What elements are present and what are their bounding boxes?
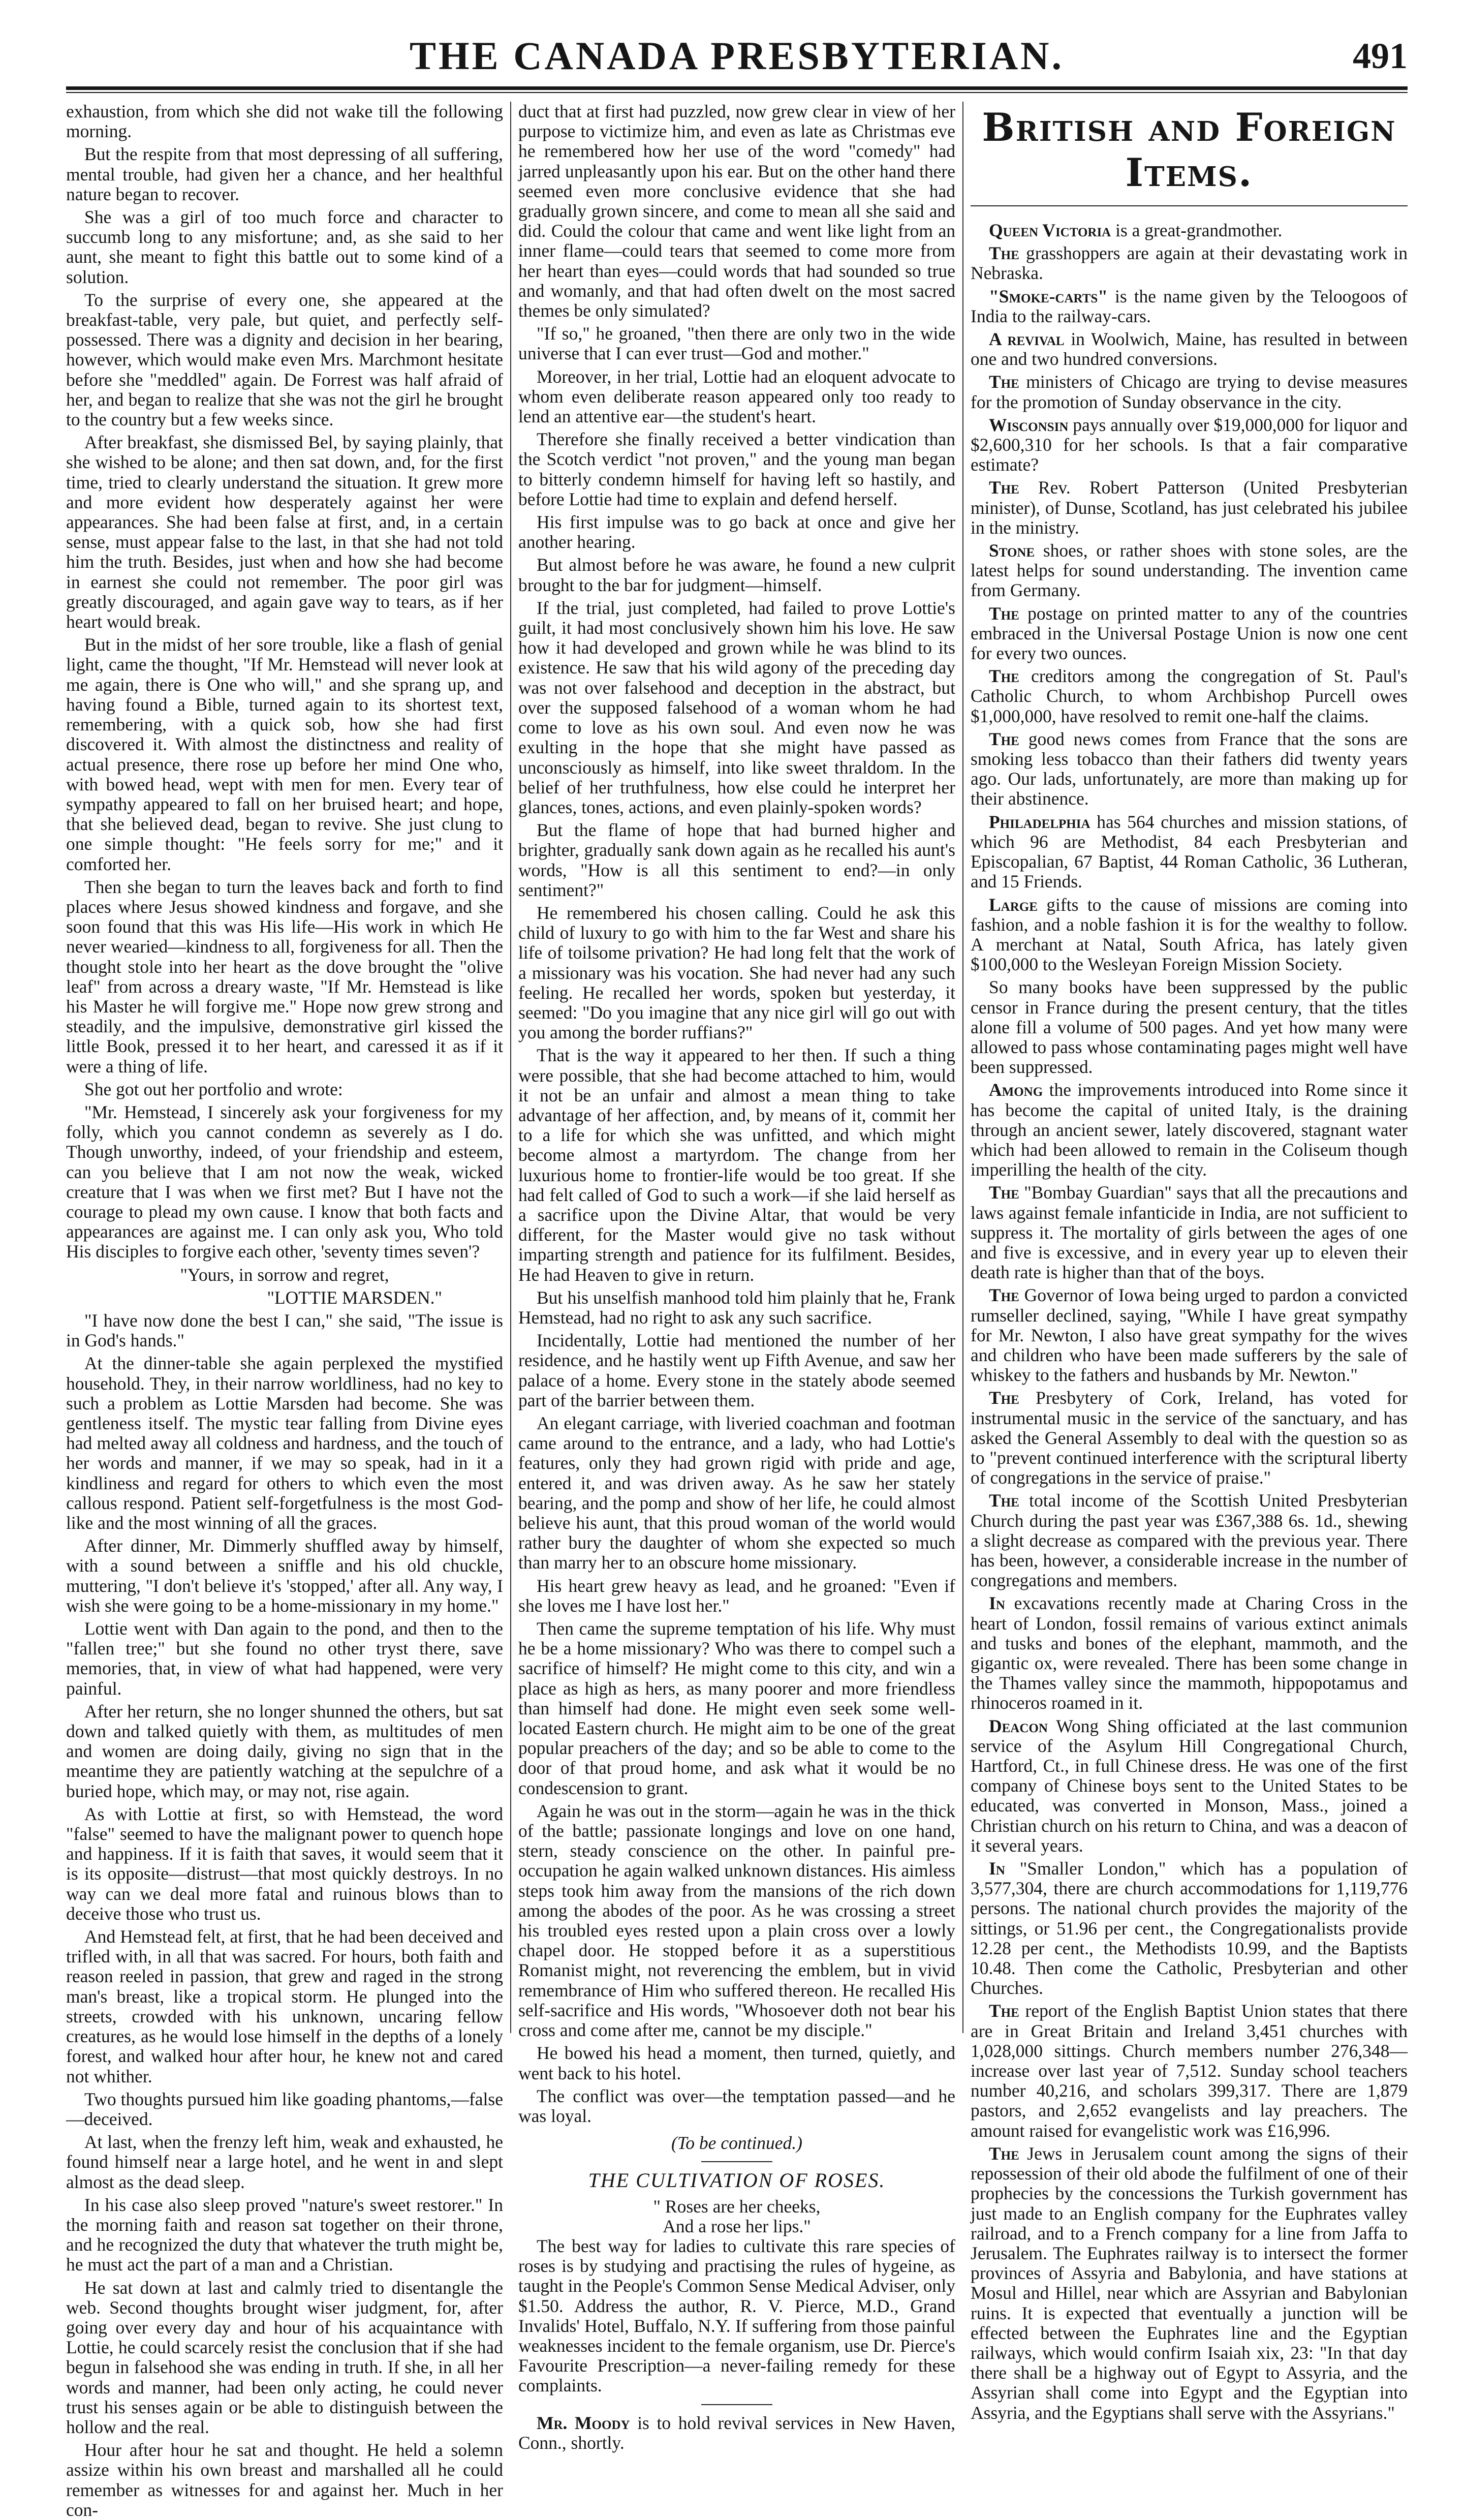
paragraph: But the respite from that most depressing of all suffering, mental trouble, had given her a chance, and her healthful nature began to recover. xyxy=(66,144,503,204)
paragraph: If the trial, just completed, had failed to prove Lottie's guilt, it had most conclusively shown him his love. He saw how it had developed and grown while he was blind to its existence. He saw that his wild agony of the preceding day was not over falsehood and deception in the abstract, but over the supposed falsehood of a woman whom he had come to love as his own soul. And even now he was exulting in the hope that she might have passed as unconsciously as himself, into like sweet thraldom. In the belief of her truthfulness, how else could he interpret her glances, tones, actions, and even plainly-spoken words? xyxy=(518,597,955,817)
item-text: Rev. Robert Patterson (United Presbyterian minister), of Dunse, Scotland, has just celebrated his jubilee in the ministry. xyxy=(971,477,1408,538)
paragraph: Again he was out in the storm—again he was in the thick of the battle; passionate longings and love on one hand, stern, steady conscience on the other. In painful pre-occupation he again walked unknown distances. His aimless steps took him away from the mansions of the rich down among the abodes of the poor. As he was crossing a street his troubled eyes rested upon a plain cross over a lowly chapel door. He stopped before it as a superstitious Romanist might, not reverencing the emblem, but in vivid remembrance of Him who suffered thereon. He recalled His self-sacrifice and His words, "Whosoever doth not bear his cross and come after me, cannot be my disciple." xyxy=(518,1800,955,2041)
news-item xyxy=(971,1859,1408,1998)
paragraph: After her return, she no longer shunned the others, but sat down and talked quietly with them, as multitudes of men and women are doing daily, giving no sign that in the meantime they are patiently watching at the sepulchre of a buried hope, which may, or may not, rise again. xyxy=(66,1701,503,1801)
item-lead: Deacon xyxy=(989,1715,1048,1736)
item-text: Governor of Iowa being urged to pardon a convicted rumseller declined, saying, "While I have great sympathy for Mr. Newton, I also have great sympathy for the wives and children who have been made sufferers by the sale of whiskey to the fathers and husbands by Mr. Newton." xyxy=(971,1285,1408,1386)
paragraph: And Hemstead felt, at first, that he had been deceived and trifled with, in all that was sacred. For hours, both faith and reason reeled in passion, that grew and raged in the strong man's breast, like a tropical storm. He plunged into the streets, crowded with his unknown, uncaring fellow creatures, as he would lose himself in the depths of a lonely forest, and walked hour after hour, he knew not and cared not whither. xyxy=(66,1926,503,2086)
item-text: "Smaller London," which has a population of 3,577,304, there are church accommodations for 1,119,776 persons. The national church provides the majority of the sittings, or 51.96 per cent., the Congregationalists provide 12.28 per cent., the Methodists 10.99, and the Baptists 10.48. Then come the Catholic, Presbyterian and other Churches. xyxy=(971,1858,1408,1999)
item-lead: The xyxy=(989,1182,1019,1203)
news-item xyxy=(971,729,1408,809)
news-item xyxy=(971,541,1408,601)
item-text: creditors among the congregation of St. Paul's Catholic Church, to whom Archbishop Purcell owes $1,000,000, have resolved to remit one-half the claims. xyxy=(971,666,1408,726)
news-item xyxy=(971,2144,1408,2423)
section-heading: British and Foreign Items. xyxy=(982,105,1396,195)
item-lead: Wisconsin xyxy=(989,414,1069,435)
item-text: excavations recently made at Charing Cross in the heart of London, fossil remains of various extinct animals and tusks and bones of the elephant, mammoth, and the gigantic ox, were revealed. There has been some change in the Thames valley since the mammoth, hippopotamus and rhinoceros roamed in it. xyxy=(971,1593,1408,1713)
news-item xyxy=(971,666,1408,726)
news-item xyxy=(971,1080,1408,1180)
news-item xyxy=(971,1285,1408,1385)
paragraph: But almost before he was aware, he found a new culprit brought to the bar for judgment—himself. xyxy=(518,555,955,595)
item-lead: The xyxy=(989,477,1019,498)
item-text: good news comes from France that the sons are smoking less tobacco than their fathers did twenty years ago. Our lads, unfortunately, are more than making up for their abstinence. xyxy=(971,728,1408,809)
item-lead: The xyxy=(989,2143,1019,2164)
page-number: 491 xyxy=(1353,36,1408,76)
item-text: in Woolwich, Maine, has resulted in between one and two hundred conversions. xyxy=(971,329,1408,370)
news-item xyxy=(971,604,1408,664)
item-text: postage on printed matter to any of the countries embraced in the Universal Postage Union is now one cent for every two ounces. xyxy=(971,603,1408,664)
item-lead: The xyxy=(989,2001,1019,2021)
item-text: Wong Shing officiated at the last communion service of the Asylum Hill Congregational Church, Hartford, Ct., in full Chinese dress. He was one of the first company of Chinese boys sent to the United States to be educated, was converted in Monson, Mass., joined a Christian church on his return to China, and was a deacon of it several years. xyxy=(971,1715,1408,1856)
item-lead: The xyxy=(989,372,1019,392)
news-item xyxy=(971,977,1408,1077)
paragraph: "If so," he groaned, "then there are only two in the wide universe that I can ever trust—God and mother." xyxy=(518,323,955,364)
news-item xyxy=(971,812,1408,892)
item-lead: The xyxy=(989,243,1019,264)
item-text: pays annually over $19,000,000 for liquor and $2,600,310 for her schools. Is that a fair comparative estimate? xyxy=(971,414,1408,475)
item-lead: Philadelphia xyxy=(989,811,1090,832)
item-text: is a great-grandmother. xyxy=(1115,220,1283,240)
paragraph: But in the midst of her sore trouble, like a flash of genial light, came the thought, "If Mr. Hemstead will never look at me again, there is One who will," and she sprang up, and having found a Bible, turned again to its shortest text, remembering, with a quick sob, how she had first discovered it. With almost the distinctness and reality of actual presence, there rose up before her mind One who, with bowed head, wept with men for men. Every tear of sympathy appeared to fall on her bruised heart; and hope, that she believed dead, began to revive. She just clung to one simple thought: "He feels sorry for me;" and it comforted her. xyxy=(66,634,503,874)
paragraph: He bowed his head a moment, then turned, quietly, and went back to his hotel. xyxy=(518,2043,955,2083)
item-text: grasshoppers are again at their devastating work in Nebraska. xyxy=(971,243,1408,284)
paragraph: But the flame of hope that had burned higher and brighter, gradually sank down again as he recalled his aunt's words, "How is all this sentiment to end?—in only sentiment?" xyxy=(518,820,955,900)
news-items xyxy=(971,221,1408,2423)
column-2 xyxy=(518,101,955,2453)
item-lead: The xyxy=(989,1490,1019,1511)
paragraph: Then she began to turn the leaves back and forth to find places where Jesus showed kindness and forgave, and she soon found that this was His life—His work in which He never wearied—kindness to all, forgiveness for all. Then the thought stole into her heart as the dove brought the "olive leaf" from across a dreary waste, "If Mr. Hemstead is like his Master he will forgive me." Hope now grew strong and steadily, and the impulsive, demonstrative girl kissed the little Book, pressed it to her heart, and caressed it as if it were a thing of life. xyxy=(66,876,503,1077)
paragraph: exhaustion, from which she did not wake till the following morning. xyxy=(66,101,503,142)
news-item xyxy=(971,1388,1408,1488)
item-lead: Stone xyxy=(989,540,1035,561)
news-item xyxy=(971,478,1408,538)
column-divider xyxy=(510,102,511,2033)
item-text: is the name given by the Teloogoos of India to the railway-cars. xyxy=(971,286,1408,326)
item-text: the improvements introduced into Rome since it has become the capital of united Italy, is the draining through an ancient sewer, lately discovered, stagnant water which had been allowed to remain in the Coliseum though imperilling the health of the city. xyxy=(971,1080,1408,1180)
news-item xyxy=(971,221,1408,240)
paragraph: The conflict was over—the temptation passed—and he was loyal. xyxy=(518,2085,955,2126)
item-text: ministers of Chicago are trying to devise measures for the promotion of Sunday observance in the city. xyxy=(971,372,1408,412)
paragraph: As with Lottie at first, so with Hemstead, the word "false" seemed to have the malignant power to quench hope and happiness. If it is faith that saves, it would seem that it is its opposite—distrust—that most quickly destroys. In no way can we deal more fatal and ruinous blows than to deceive those who trust us. xyxy=(66,1803,503,1924)
item-text: gifts to the cause of missions are coming into fashion, and a noble fashion it is for the wealthy to follow. A merchant at Natal, South Africa, has lately given $100,000 to the Wesleyan Foreign Mission Society. xyxy=(971,894,1408,975)
column-divider xyxy=(962,102,963,2033)
paragraph: Then came the supreme temptation of his life. Why must he be a home missionary? Who was there to compel such a sacrifice of himself? He might come to this city, and win a place as high as hers, as many poorer and more friendless than himself had done. He might even seek some well-located Eastern church. He might aim to be one of the great popular preachers of the day; and so be able to come to the door of that proud home, and ask what it would be no condescension to grant. xyxy=(518,1618,955,1798)
news-item xyxy=(971,1491,1408,1590)
paragraph: To the surprise of every one, she appeared at the breakfast-table, very pale, but quiet, and perfectly self-possessed. There was a dignity and decision in her bearing, however, which would make even Mrs. Marchmont hesitate before she "meddled" again. De Forrest was half afraid of her, and began to realize that she was not the girl he brought to the country but a few weeks since. xyxy=(66,289,503,430)
paragraph: His first impulse was to go back at once and give her another hearing. xyxy=(518,512,955,552)
paragraph: "I have now done the best I can," she said, "The issue is in God's hands." xyxy=(66,1310,503,1351)
item-lead: Among xyxy=(989,1080,1043,1100)
news-item xyxy=(971,243,1408,283)
paragraph: At the dinner-table she again perplexed the mystified household. They, in their narrow worldliness, had no key to such a problem as Lottie Marsden had become. She was gentleness itself. The mystic tear falling from Divine eyes had melted away all coldness and hardness, and the touch of her words and manner, if we may so speak, had in it a kindliness and regard for others to which even the most callous respond. Patient self-forgetfulness is the most God-like and the most winning of all the graces. xyxy=(66,1353,503,1533)
news-item xyxy=(971,1593,1408,1713)
paragraph: Hour after hour he sat and thought. He held a solemn assize within his own breast and marshalled all he could remember as witnesses for and against her. Much in her con- xyxy=(66,2440,503,2520)
letter-text: "Mr. Hemstead, I sincerely ask your forgiveness for my folly, which you cannot condemn as severely as I do. Though unworthy, indeed, of your friendship and esteem, can you believe that I am not now the weak, wicked creature that I was when we first met? But I have not the courage to plead my own cause. I know that both facts and appearances are against me. I can only ask you, Who told His disciples to forgive each other, 'seventy times seven'? xyxy=(66,1101,503,1262)
item-text: total income of the Scottish United Presbyterian Church during the past year was £367,388 6s. 1d., shewing a slight decrease as compared with the previous year. There has been, however, a considerable increase in the number of congregations and members. xyxy=(971,1490,1408,1591)
item-lead: Mr. Moody xyxy=(537,2412,630,2433)
paragraph: She was a girl of too much force and character to succumb long to any misfortune; and, as she said to her aunt, she meant to fight this battle out to some kind of a solution. xyxy=(66,207,503,287)
news-item xyxy=(971,1183,1408,1282)
news-item xyxy=(971,415,1408,475)
masthead xyxy=(66,28,1408,89)
news-item xyxy=(971,895,1408,975)
header-rule xyxy=(66,86,1408,90)
paragraph: Incidentally, Lottie had mentioned the number of her residence, and he hastily went up Fifth Avenue, and saw her palace of a home. Every stone in the stately abode seemed part of the barrier between them. xyxy=(518,1330,955,1410)
roses-body: The best way for ladies to cultivate this rare species of roses is by studying and practising the rules of hygeine, as taught in the People's Common Sense Medical Adviser, only $1.50. Address the author, R. V. Pierce, M.D., Grand Invalids' Hotel, Buffalo, N.Y. If suffering from those painful weaknesses incident to the female organism, use Dr. Pierce's Favourite Prescription—a never-failing remedy for these complaints. xyxy=(518,2235,955,2396)
item-lead: The xyxy=(989,1388,1019,1408)
item-text: report of the English Baptist Union states that there are in Great Britain and Ireland 3,451 churches with 1,028,000 sittings. Church members number 276,348—increase over last year of 7,512. Sunday school teachers number 40,216, and scholars 399,317. There are 1,879 pastors, and 2,652 evangelists and lay preachers. The amount raised for evangelistic work was £16,996. xyxy=(971,2001,1408,2141)
item-text: has 564 churches and mission stations, of which 96 are Methodist, 84 each Presbyterian and Episcopalian, 67 Baptist, 44 Roman Catholic, 36 Lutheran, and 15 Friends. xyxy=(971,811,1408,892)
paragraph: That is the way it appeared to her then. If such a thing were possible, that she had become attached to him, would it not be an unfair and almost a mean thing to take advantage of her affection, and, by means of it, commit her to a life for which she was unfitted, and which might become almost a martyrdom. The change from her luxurious home to frontier-life would be too great. If she had felt called of God to such a work—if she laid herself as a sacrifice upon the Divine Altar, that would be very different, for the Master would give no task without imparting strength and patience for its fulfilment. Besides, He had Heaven to give in return. xyxy=(518,1045,955,1285)
paragraph: duct that at first had puzzled, now grew clear in view of her purpose to victimize him, and even as late as Christmas eve he remembered how her use of the word "comedy" had jarred unpleasantly upon his ear. But on the other hand there seemed even more conclusive evidence that she had gradually grown sincere, and come to mean all she said and did. Could the colour that came and went like light from an inner flame—could tears that seemed to come more from her heart than eyes—could words that had sounded so true and womanly, and that had often dwelt on the most sacred themes be only simulated? xyxy=(518,101,955,321)
header-rule-thin xyxy=(66,92,1408,93)
paragraph: His heart grew heavy as lead, and he groaned: "Even if she loves me I have lost her." xyxy=(518,1575,955,1616)
column-1 xyxy=(66,101,503,2520)
paragraph: Lottie went with Dan again to the pond, and then to the "fallen tree;" but she found no other tryst there, save memories, that, in view of what had happened, were very painful. xyxy=(66,1618,503,1699)
column-3 xyxy=(971,102,1408,2423)
item-lead: The xyxy=(989,728,1019,749)
paragraph: He remembered his chosen calling. Could he ask this child of luxury to go with him to the far West and share his life of toilsome privation? He had long felt that the work of a missionary was his vocation. She had never had any such feeling. He recalled her words, spoken but yesterday, it seemed: "Do you imagine that any nice girl will go out with you among the border ruffians?" xyxy=(518,902,955,1043)
newspaper-title: THE CANADA PRESBYTERIAN. xyxy=(409,34,1065,78)
paragraph: Therefore she finally received a better vindication than the Scotch verdict "not proven," and the young man began to bitterly condemn himself for having left so hastily, and before Lottie had time to explain and defend herself. xyxy=(518,429,955,509)
to-be-continued: (To be continued.) xyxy=(671,2133,802,2154)
letter-signature: "LOTTIE MARSDEN." xyxy=(267,1287,442,1308)
item-lead: The xyxy=(989,666,1019,687)
item-text: So many books have been suppressed by the public censor in France during the present century, that the titles alone fill a volume of 500 pages. And yet how many were allowed to pass whose contaminating pages might well have been suppressed. xyxy=(971,977,1408,1078)
item-text: is to hold revival services in New Haven, Conn., shortly. xyxy=(518,2412,955,2453)
item-text: Presbytery of Cork, Ireland, has voted for instrumental music in the service of the sanctuary, and has asked the General Assembly to deal with the question so as to "prevent continued interference with the scriptural liberty of congregations in the service of praise." xyxy=(971,1388,1408,1488)
item-text: "Bombay Guardian" says that all the precautions and laws against female infanticide in India, are not sufficient to suppress it. The mortality of girls between the ages of one and five is excessive, and in every year up to eleven their death rate is higher than that of the boys. xyxy=(971,1182,1408,1283)
item-lead: The xyxy=(989,1285,1019,1306)
verse-line: And a rose her lips." xyxy=(663,2216,811,2236)
news-item xyxy=(971,1716,1408,1856)
paragraph: Two thoughts pursued him like goading phantoms,—false—deceived. xyxy=(66,2088,503,2129)
item-lead: In xyxy=(989,1593,1005,1614)
moody-notice xyxy=(518,2413,955,2453)
paragraph: But his unselfish manhood told him plainly that he, Frank Hemstead, had no right to ask any such sacrifice. xyxy=(518,1287,955,1328)
item-text: Jews in Jerusalem count among the signs of their repossession of their old abode the fulfilment of one of their prophecies by the concessions the Turkish government has just made to an English company for the Euphrates valley railroad, and to a French company for a line from Jaffa to Jerusalem. The Euphrates railway is to intersect the former provinces of Assyria and Babylonia, and have stations at Mosul and Hillel, near which are Assyrian and Babylonian ruins. It is expected that eventually a junction will be effected between the Euphrates line and the Egyptian railways, which would confirm Isaiah xix, 23: "In that day there shall be a highway out of Egypt to Assyria, and the Assyrian shall come into Egypt and the Egyptian into Assyria, and the Egyptians shall serve with the Assyrians." xyxy=(971,2143,1408,2423)
paragraph: Moreover, in her trial, Lottie had an eloquent advocate to whom even deliberate reason appeared only too ready to lend an attentive ear—the student's heart. xyxy=(518,366,955,427)
paragraph: In his case also sleep proved "nature's sweet restorer." In the morning faith and reason sat together on their throne, and he recognized the duty that whatever the truth might be, he must act the part of a man and a Christian. xyxy=(66,2194,503,2275)
section-rule xyxy=(701,2404,772,2405)
item-text: shoes, or rather shoes with stone soles, are the latest helps for sound understanding. The invention came from Germany. xyxy=(971,540,1408,601)
item-lead: A revival xyxy=(989,329,1065,350)
item-lead: In xyxy=(989,1858,1005,1879)
paragraph: After breakfast, she dismissed Bel, by saying plainly, that she wished to be alone; and then sat down, and, for the first time, tried to clearly understand the situation. It grew more and more evident how desperately against her were appearances. She had been false at first, and, in a certain sense, must appear false to the last, in that she had not told him the truth. Besides, just when and how she had become in earnest she could not remember. The poor girl was greatly discouraged, and again gave way to tears, as if her heart would break. xyxy=(66,432,503,632)
roses-title: THE CULTIVATION OF ROSES. xyxy=(588,2169,886,2192)
item-lead: The xyxy=(989,603,1019,624)
letter-closing: "Yours, in sorrow and regret, xyxy=(180,1264,389,1285)
paragraph: He sat down at last and calmly tried to disentangle the web. Second thoughts brought wiser judgment, for, after going over every day and hour of his acquaintance with Lottie, he could scarcely resist the conclusion that if she had begun in falsehood she was ending in truth. If she, in all her words and manner, had been only acting, he could never trust his senses again or be able to distinguish between the hollow and the real. xyxy=(66,2277,503,2437)
paragraph: At last, when the frenzy left him, weak and exhausted, he found himself near a large hotel, and he went in and slept almost as the dead sleep. xyxy=(66,2132,503,2192)
heading-rule xyxy=(971,205,1408,206)
news-item xyxy=(971,329,1408,369)
news-item xyxy=(971,372,1408,412)
news-item xyxy=(971,2001,1408,2140)
paragraph: After dinner, Mr. Dimmerly shuffled away by himself, with a sound between a sniffle and his old chuckle, muttering, "I don't believe it's 'stopped,' after all. Any way, I wish she were going to be a home-missionary in my home." xyxy=(66,1535,503,1616)
item-lead: Queen Victoria xyxy=(989,220,1111,240)
news-item xyxy=(971,287,1408,326)
verse-line: " Roses are her cheeks, xyxy=(653,2196,821,2217)
item-lead: Large xyxy=(989,894,1038,915)
paragraph: She got out her portfolio and wrote: xyxy=(84,1079,343,1099)
section-rule xyxy=(701,2161,772,2162)
item-lead: "Smoke-carts" xyxy=(989,286,1108,306)
paragraph: An elegant carriage, with liveried coachman and footman came around to the entrance, and a lady, who had Lottie's features, only they had grown rigid with pride and age, entered it, and was driven away. As he saw her stately bearing, and the pomp and show of her life, he could almost believe his aunt, that this proud woman of the world would rather bury the daughter of whom she expected so much than marry her to an obscure home missionary. xyxy=(518,1413,955,1573)
